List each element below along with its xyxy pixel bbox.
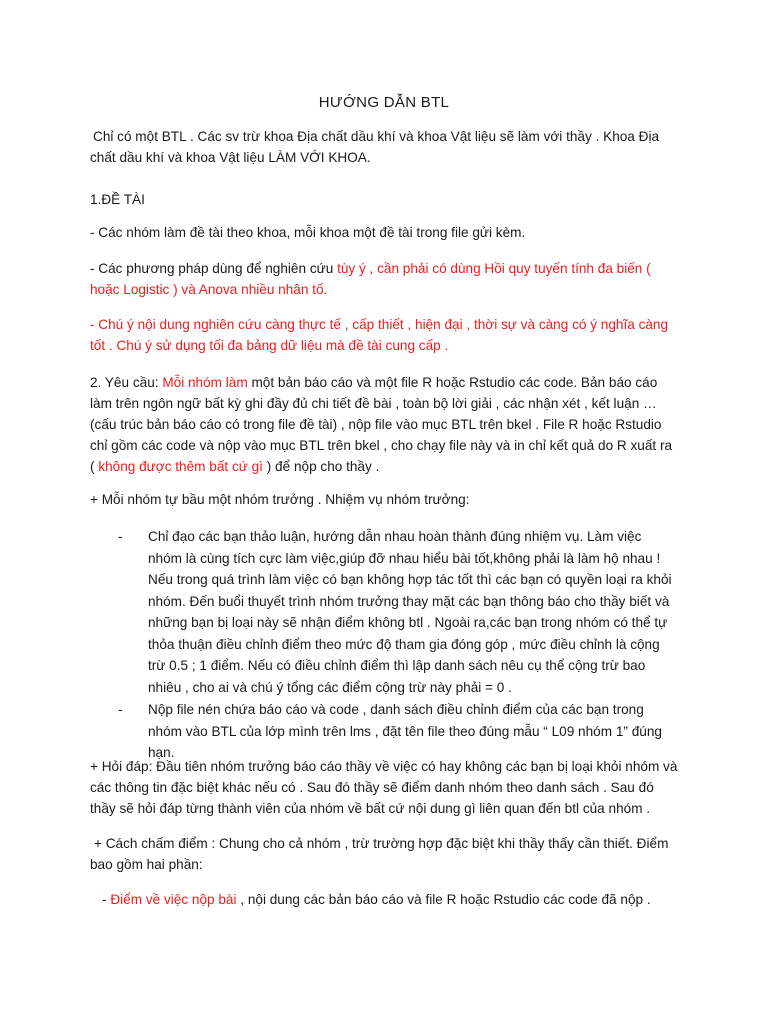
- grading-item-text: , nội dung các bản báo cáo và file R hoặc Rstudio các code đã nộp .: [236, 892, 651, 907]
- leader-duty-1: Chỉ đạo các bạn thảo luận, hướng dẫn nhau hoàn thành đúng nhiệm vụ. Làm việc nhóm là cùng tích cực làm việc,giúp đỡ nhau hiểu bài tốt,không phải là làm hộ nhau ! Nếu trong quá trình làm việc có bạn không hợp tác tốt thì các bạn có quyền loại ra khỏi nhóm. Đến buổi thuyết trình nhóm trưởng thay mặt các bạn thông báo cho thầy biết và những bạn bị loại này sẽ nhận điểm không btl . Ngoài ra,các bạn trong nhóm có thể tự thỏa thuận điều chỉnh điểm theo mức độ tham gia đóng góp , mức điều chỉnh là cộng trừ 0.5 ; 1 điểm. Nếu có điều chỉnh điểm thì lập danh sách nêu cụ thể cộng trừ bao nhiêu , cho ai và chú ý tổng các điểm cộng trừ này phải = 0 .: [148, 529, 672, 695]
- grading-item-dash: -: [102, 892, 111, 907]
- methods-text: - Các phương pháp dùng để nghiên cứu: [90, 261, 338, 276]
- content-note-paragraph: - Chú ý nội dung nghiên cứu càng thực tế , cấp thiết , hiện đại , thời sự và càng có ý nghĩa càng tốt . Chú ý sử dụng tối đa bảng dữ liệu mà đề tài cung cấp .: [90, 317, 669, 353]
- grading-item-highlight: Điểm về việc nộp bài: [110, 892, 237, 907]
- intro-paragraph: Chỉ có một BTL . Các sv trừ khoa Địa chất dầu khí và khoa Vật liệu sẽ làm với thầy . Khoa Địa chất dầu khí và khoa Vật liệu LÀM VỚI KHOA.: [90, 129, 660, 165]
- qa-paragraph: + Hỏi đáp: Đầu tiên nhóm trưởng báo cáo thầy về việc có hay không các bạn bị loại khỏi nhóm và các thông tin đặc biệt khác nếu có . Sau đó thầy sẽ điểm danh nhóm theo danh sách . Sau đó thầy sẽ hỏi đáp từng thành viên của nhóm về bất cứ nội dung gì liên quan đến btl của nhóm .: [90, 759, 678, 816]
- methods-highlight: tùy ý , cần phải có dùng Hồi quy tuyến tính đa biến ( hoặc Logistic ) và Anova nhiều nhân tố.: [90, 261, 651, 297]
- methods-paragraph: [90, 258, 680, 300]
- requirements-body: một bản báo cáo và một file R hoặc Rstudio các code. Bản báo cáo làm trên ngôn ngữ bất kỳ ghi đầy đủ chi tiết đề bài , toàn bộ lời giải , các nhận xét , kết luận … (cấu trúc bản báo cáo có trong file đề tài) , nộp file vào mục BTL trên bkel . File R hoặc Rstudio chỉ gồm các code và nộp vào mục BTL trên bkel , cho chạy file này và in chỉ kết quả do R xuất ra (: [90, 375, 673, 474]
- page-title: HƯỚNG DẪN BTL: [318, 94, 450, 111]
- requirements-paragraph: [90, 372, 680, 477]
- leader-heading: + Mỗi nhóm tự bầu một nhóm trưởng . Nhiệm vụ nhóm trưởng:: [90, 492, 470, 507]
- requirements-suffix: ) để nộp cho thầy .: [262, 459, 380, 474]
- bullet-marker-2: -: [118, 702, 123, 717]
- grading-intro: + Cách chấm điểm : Chung cho cả nhóm , trừ trường hợp đặc biệt khi thầy thấy cần thiết. Điểm bao gồm hai phần:: [90, 836, 669, 872]
- leader-duty-2: Nộp file nén chứa báo cáo và code , danh sách điều chỉnh điểm của các bạn trong nhóm vào BTL của lớp mình trên lms , đặt tên file theo đúng mẫu “ L09 nhóm 1” đúng hạn.: [148, 702, 662, 760]
- requirements-prefix: 2. Yêu cầu:: [90, 375, 163, 390]
- section-1-heading: 1.ĐỀ TÀI: [90, 192, 145, 207]
- bullet-marker-1: -: [118, 529, 123, 544]
- topic-paragraph: - Các nhóm làm đề tài theo khoa, mỗi khoa một đề tài trong file gửi kèm.: [90, 225, 526, 240]
- requirements-highlight-2: không được thêm bất cứ gì: [98, 459, 263, 474]
- grading-item: [102, 889, 682, 910]
- requirements-highlight-1: Mỗi nhóm làm: [162, 375, 248, 390]
